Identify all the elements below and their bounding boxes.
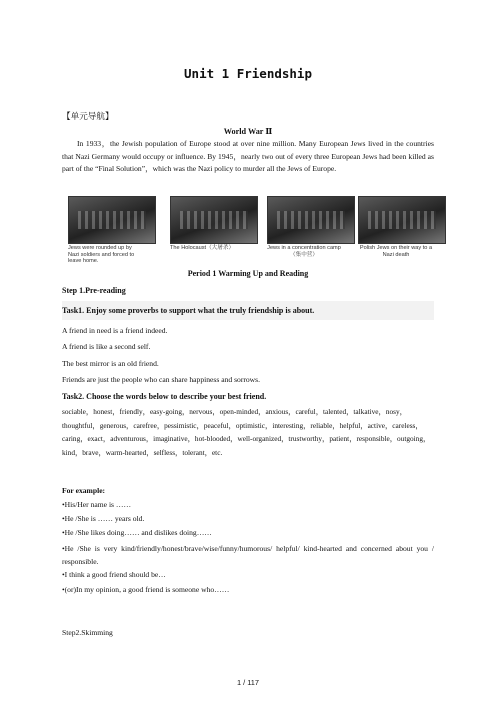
proverb: A friend is like a second self.: [62, 342, 151, 351]
historical-photo: [170, 196, 258, 244]
photo-holocaust: [170, 196, 258, 252]
photo-caption: Jews were rounded up by Nazi soldiers and forced to leave home.: [68, 245, 135, 265]
section-heading: World War Ⅱ: [223, 127, 273, 136]
example-sentence: •(or)In my opinion, a good friend is someone who……: [62, 585, 230, 594]
task1-heading: Task1. Enjoy some proverbs to support what the truly friendship is about.: [62, 301, 434, 320]
task2-heading: Task2. Choose the words below to describe your best friend.: [62, 392, 267, 401]
word-list: sociable，honest，friendly，easy-going，nervous，open-minded，anxious，careful，talented，talkative，nosy，thoughtful，generous，carefree，pessimistic，peaceful，optimistic，interesting，reliable，helpful，active，careless，caring，exact，adventurous，imaginative，hot-blooded，well-organized，trustworthy，patient，responsible，outgoing，kind，brave，warm-hearted，selfless，tolerant，etc.: [62, 407, 431, 457]
example-sentence: •He /She is very kind/friendly/honest/brave/wise/funny/humorous/ helpful/ kind-hearted and concerned about you / responsible.: [62, 544, 434, 566]
page-number: 1 / 117: [236, 678, 260, 687]
example-sentence: •He /She is …… years old.: [62, 514, 145, 523]
proverb: Friends are just the people who can share happiness and sorrows.: [62, 375, 261, 384]
page-title: Unit 1 Friendship: [184, 66, 312, 81]
photo-jews-rounded-up: [68, 196, 156, 265]
intro-paragraph: In 1933，the Jewish population of Europe stood at over nine million. Many European Jews lived in the countries that Nazi Germany would occupy or influence. By 1945，nearly two out of every three European Jews had been killed as part of the “Final Solution”，which was the Nazi policy to murder all the Jews of Europe.: [62, 139, 434, 174]
photo-strip: [62, 196, 434, 266]
proverb: A friend in need is a friend indeed.: [62, 326, 168, 335]
historical-photo: [267, 196, 355, 244]
photo-concentration-camp: [267, 196, 355, 258]
photo-caption: Jews in a concentration camp（集中营）: [267, 245, 341, 258]
example-sentence: •I think a good friend should be…: [62, 570, 166, 579]
proverb: The best mirror is an old friend.: [62, 359, 159, 368]
example-sentence: •His/Her name is ……: [62, 500, 132, 509]
example-label: For example:: [62, 486, 106, 495]
step2-heading: Step2.Skimming: [62, 628, 113, 637]
photo-polish-jews: [358, 196, 446, 258]
step1-heading: Step 1.Pre-reading: [62, 286, 126, 295]
period-heading: Period 1 Warming Up and Reading: [187, 269, 309, 278]
photo-caption: Polish Jews on their way to a Nazi death: [359, 245, 433, 258]
unit-navigation-label: 【单元导航】: [62, 111, 114, 121]
historical-photo: [68, 196, 156, 244]
historical-photo: [358, 196, 446, 244]
example-sentence: •He /She likes doing…… and dislikes doing……: [62, 528, 212, 537]
photo-caption: The Holocaust（大屠杀）: [170, 245, 235, 251]
